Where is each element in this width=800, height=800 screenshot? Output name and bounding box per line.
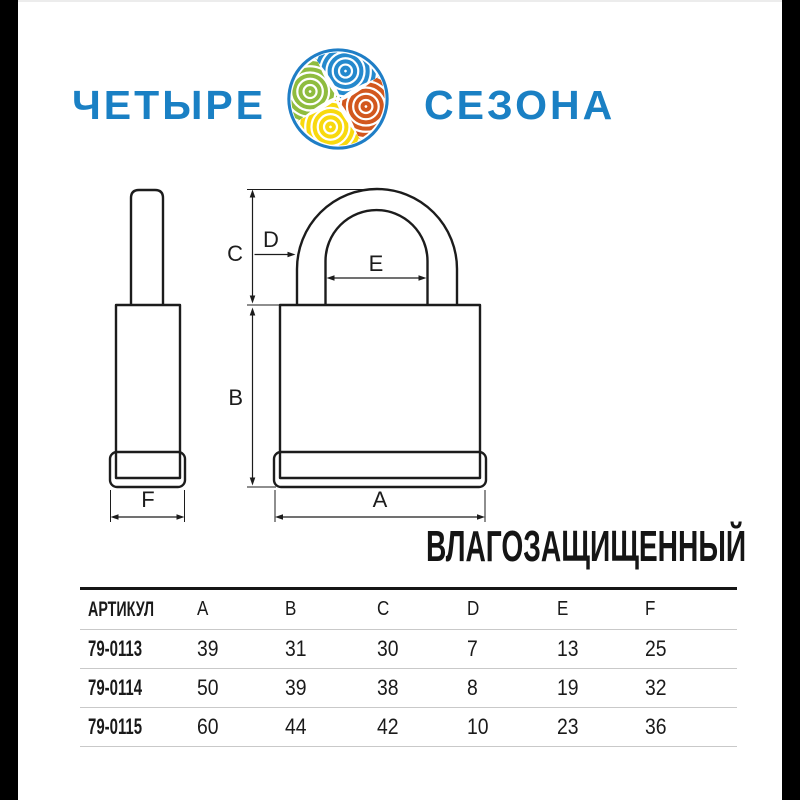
dimension-E [327,251,427,281]
dim-label-C: C [227,241,243,266]
value-cell: 8 [467,675,478,700]
top-hairline [18,0,782,2]
header-cell-article: АРТИКУЛ [88,597,155,621]
value-cell: 7 [467,636,478,661]
value-cell: 42 [377,714,399,739]
value-cell: 32 [645,675,667,700]
table-row [80,630,737,669]
dim-label-D: D [263,227,279,252]
header-cell-C: C [377,598,390,620]
header-cell-A: A [197,598,209,620]
header-cell-B: B [285,598,297,620]
article-cell: 79-0114 [88,675,143,700]
value-cell: 39 [285,675,307,700]
brand-word-right: СЕЗОНА [424,82,616,128]
header-cell-D: D [467,598,480,620]
dimension-D [255,227,296,257]
dim-label-A: A [372,487,388,512]
padlock-dimension-drawing [0,170,560,530]
dimension-B [228,308,276,488]
dim-label-F: F [141,487,155,512]
dimension-A [275,487,485,522]
article-cell: 79-0113 [88,636,143,661]
value-cell: 44 [285,714,307,739]
value-cell: 36 [645,714,667,739]
value-cell: 30 [377,636,399,661]
four-seasons-logo-icon [285,46,391,152]
value-cell: 50 [197,675,219,700]
value-cell: 39 [197,636,219,661]
padlock-front-view [274,189,486,487]
table-row [80,669,737,708]
dim-label-E: E [368,251,384,276]
spec-table [80,587,737,747]
value-cell: 19 [557,675,579,700]
table-row [80,708,737,747]
product-title: ВЛАГОЗАЩИЩЕННЫЙ [425,522,746,571]
value-cell: 60 [197,714,219,739]
value-cell: 25 [645,636,667,661]
padlock-side-view [110,190,185,487]
value-cell: 31 [285,636,307,661]
value-cell: 38 [377,675,399,700]
header-cell-F: F [645,598,656,620]
header-cell-E: E [557,598,569,620]
dimension-F [111,487,185,522]
value-cell: 13 [557,636,579,661]
dim-label-B: B [228,385,243,410]
value-cell: 23 [557,714,579,739]
brand-word-left: ЧЕТЫРЕ [72,82,267,128]
value-cell: 10 [467,714,489,739]
right-edge-bar [782,0,800,800]
table-header-row [80,590,737,630]
article-cell: 79-0115 [88,714,143,739]
dimension-C [227,190,378,306]
